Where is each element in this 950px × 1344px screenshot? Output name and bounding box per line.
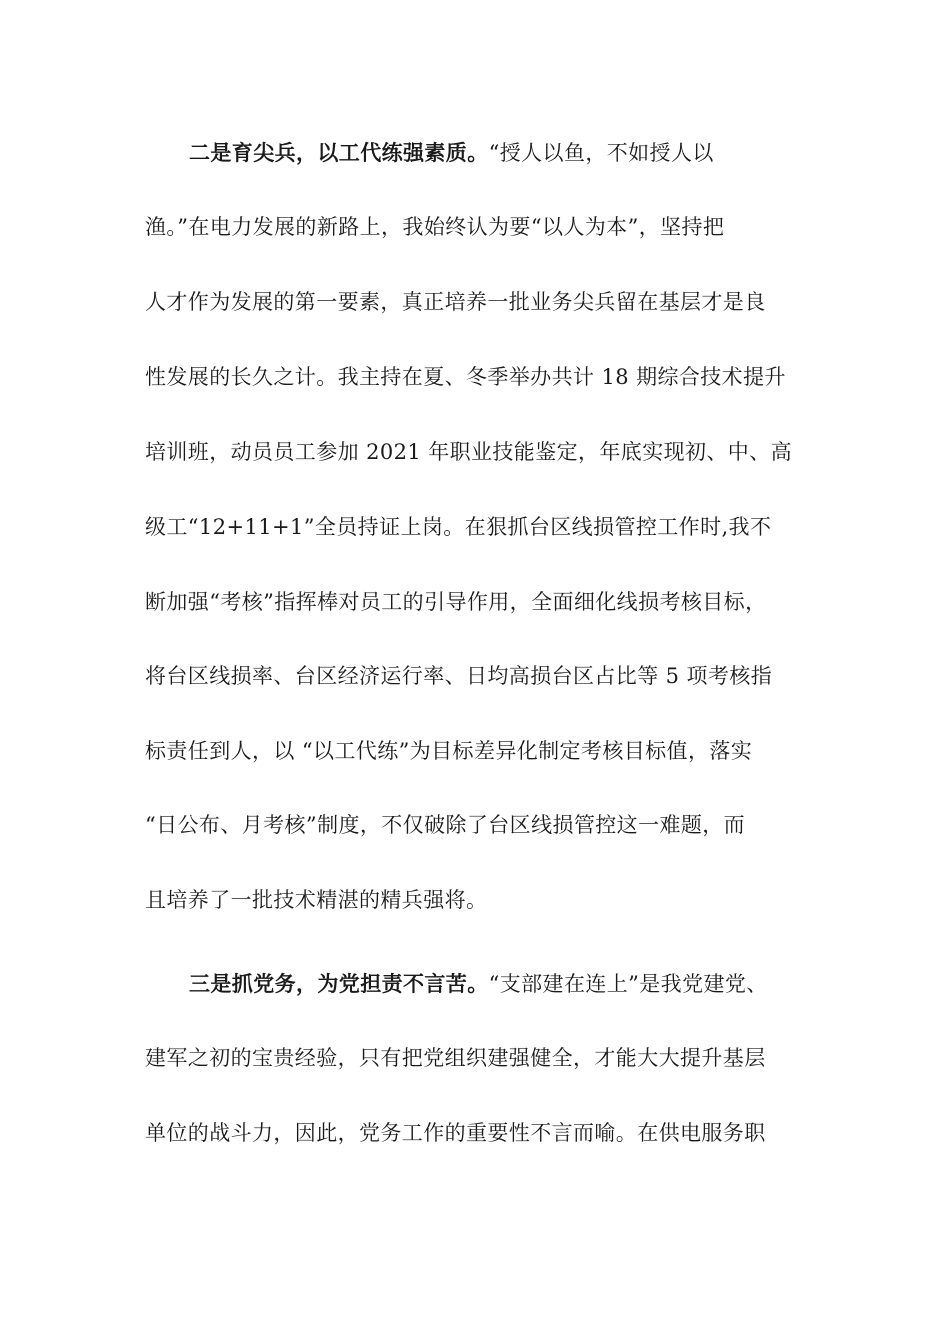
paragraph-2-line-2: 渔。”在电力发展的新路上，我始终认为要“以人为本”，坚持把 xyxy=(145,215,725,239)
paragraph-3-line-3: 单位的战斗力，因此，党务工作的重要性不言而喻。在供电服务职 xyxy=(145,1121,766,1145)
paragraph-2-line-4: 性发展的长久之计。我主持在夏、冬季举办共计 18 期综合技术提升 xyxy=(145,365,786,389)
paragraph-2-line-3: 人才作为发展的第一要素，真正培养一批业务尖兵留在基层才是良 xyxy=(145,290,766,314)
paragraph-2-line-8: 将台区线损率、台区经济运行率、日均高损台区占比等 5 项考核指 xyxy=(145,664,773,688)
paragraph-2-lead: 二是育尖兵，以工代练强素质。 xyxy=(189,141,489,165)
paragraph-3-line-1 xyxy=(189,969,768,999)
paragraph-2-line-5: 培训班，动员员工参加 2021 年职业技能鉴定，年底实现初、中、高 xyxy=(145,440,792,464)
paragraph-3-text: “支部建在连上”是我党建党、 xyxy=(488,972,768,996)
paragraph-2-line-11: 且培养了一批技术精湛的精兵强将。 xyxy=(145,888,488,912)
paragraph-2-text: “授人以鱼，不如授人以 xyxy=(488,141,714,165)
paragraph-2-line-6: 级工“12+11+1”全员持证上岗。在狠抓台区线损管控工作时,我不 xyxy=(145,515,772,539)
paragraph-2-line-1 xyxy=(189,138,714,168)
paragraph-2-line-7: 断加强“考核”指挥棒对员工的引导作用，全面细化线损考核目标， xyxy=(145,590,767,614)
paragraph-2-line-10: “日公布、月考核”制度，不仅破除了台区线损管控这一难题，而 xyxy=(145,813,746,837)
paragraph-3-line-2: 建军之初的宝贵经验，只有把党组织建强健全，才能大大提升基层 xyxy=(145,1046,766,1070)
paragraph-3-lead: 三是抓党务，为党担责不言苦。 xyxy=(189,972,489,996)
paragraph-2-line-9: 标责任到人，以 “以工代练”为目标差异化制定考核目标值，落实 xyxy=(145,739,753,763)
